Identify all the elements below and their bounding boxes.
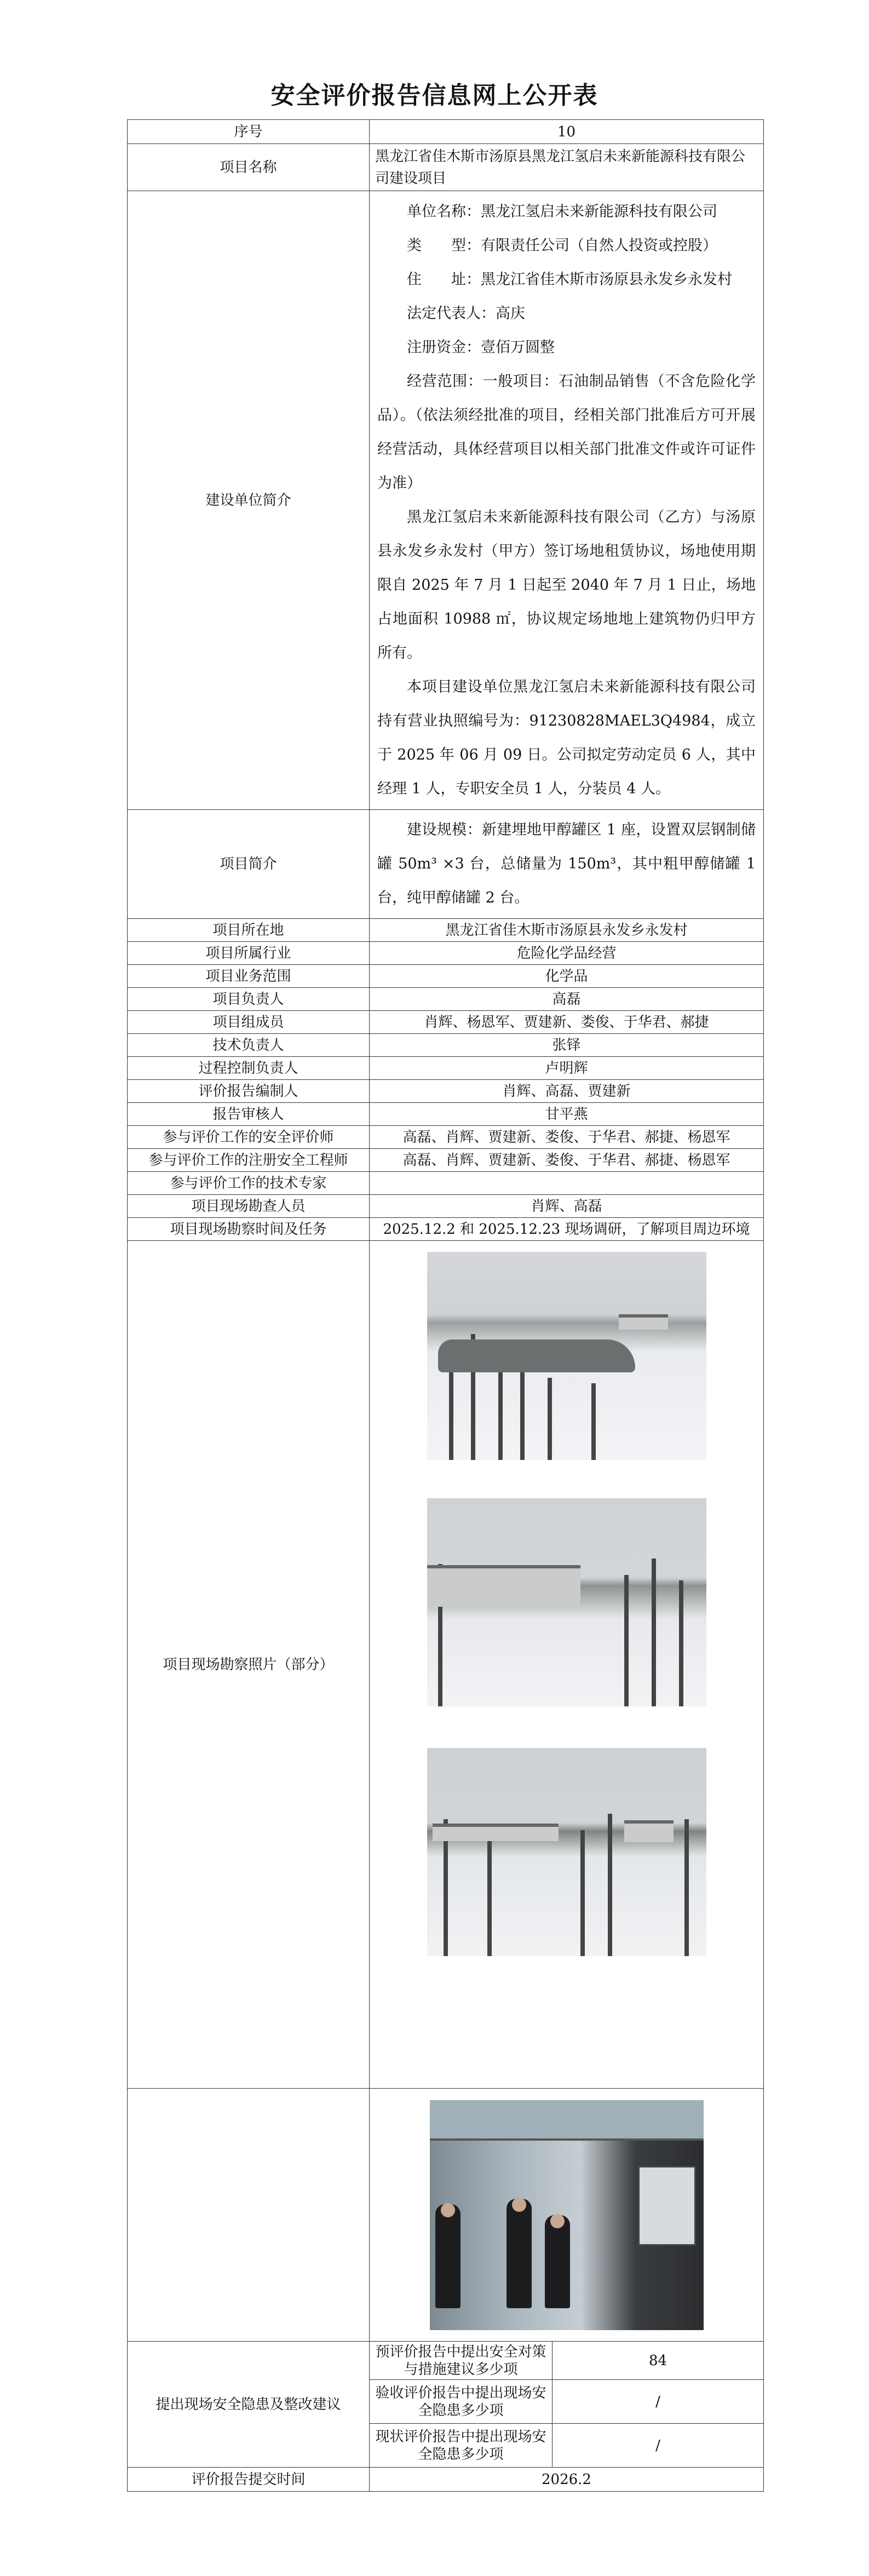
row-reviewer: [128, 1103, 764, 1126]
builder-line-name: 单位名称：黑龙江氢启未来新能源科技有限公司: [407, 203, 717, 220]
submit-time-label: 评价报告提交时间: [128, 2468, 370, 2492]
hazard-accept-value: /: [553, 2380, 764, 2424]
site-photo-3: [427, 1748, 706, 1956]
row-project-name: [128, 144, 764, 191]
survey-time-label: 项目现场勘察时间及任务: [128, 1218, 370, 1241]
row-members: [128, 1011, 764, 1034]
row-builder-intro: [128, 191, 764, 810]
engineers-value: 高磊、肖辉、贾建新、娄俊、于华君、郝捷、杨恩军: [370, 1149, 764, 1172]
site-photo-1: [427, 1252, 706, 1460]
tech-leader-label: 技术负责人: [128, 1034, 370, 1057]
row-surveyors: [128, 1195, 764, 1218]
evaluators-label: 参与评价工作的安全评价师: [128, 1126, 370, 1149]
tech-leader-value: 张铎: [370, 1034, 764, 1057]
surveyors-label: 项目现场勘查人员: [128, 1195, 370, 1218]
row-industry: [128, 942, 764, 965]
compiler-value: 肖辉、高磊、贾建新: [370, 1080, 764, 1103]
row-evaluators: [128, 1126, 764, 1149]
project-name-value: 黑龙江省佳木斯市汤原县黑龙江氢启未来新能源科技有限公司建设项目: [370, 144, 764, 191]
leader-label: 项目负责人: [128, 988, 370, 1011]
site-photo-2: [427, 1498, 706, 1706]
location-label: 项目所在地: [128, 919, 370, 942]
row-survey-time: [128, 1218, 764, 1241]
site-photo-4: [430, 2100, 704, 2330]
process-leader-label: 过程控制负责人: [128, 1057, 370, 1080]
builder-intro-label: 建设单位简介: [128, 191, 370, 810]
process-leader-value: 卢明辉: [370, 1057, 764, 1080]
submit-time-value: 2026.2: [370, 2468, 764, 2492]
photos-label: 项目现场勘察照片（部分）: [128, 1241, 370, 2089]
serial-value: 10: [370, 120, 764, 144]
hazard-pre-label: 预评价报告中提出安全对策与措施建议多少项: [370, 2342, 553, 2380]
hazard-status-label: 现状评价报告中提出现场安全隐患多少项: [370, 2424, 553, 2468]
hazard-pre-value: 84: [553, 2342, 764, 2380]
builder-line-address: 住 址：黑龙江省佳木斯市汤原县永发乡永发村: [407, 271, 732, 288]
reviewer-value: 甘平燕: [370, 1103, 764, 1126]
row-photos: [128, 1241, 764, 2089]
row-leader: [128, 988, 764, 1011]
row-tech-leader: [128, 1034, 764, 1057]
builder-para-scope: 经营范围：一般项目：石油制品销售（不含危险化学品）。（依法须经批准的项目，经相关部门批准后方可开展经营活动，具体经营项目以相关部门批准文件或许可证件为准）: [377, 372, 756, 492]
row-process-leader: [128, 1057, 764, 1080]
scope-label: 项目业务范围: [128, 965, 370, 988]
serial-label: 序号: [128, 120, 370, 144]
row-compiler: [128, 1080, 764, 1103]
experts-label: 参与评价工作的技术专家: [128, 1172, 370, 1195]
row-engineers: [128, 1149, 764, 1172]
row-location: [128, 919, 764, 942]
survey-time-value: 2025.12.2 和 2025.12.23 现场调研，了解项目周边环境: [370, 1218, 764, 1241]
builder-para-lease: 黑龙江氢启未来新能源科技有限公司（乙方）与汤原县永发乡永发村（甲方）签订场地租赁协议，场地使用期限自 2025 年 7 月 1 日起至 2040 年 7 月 1 日止，场地占地面积 10988 ㎡，协议规定场地地上建筑物仍归甲方所有。: [377, 508, 756, 662]
page-title: 安全评价报告信息网上公开表: [271, 82, 598, 110]
compiler-label: 评价报告编制人: [128, 1080, 370, 1103]
info-table: [127, 119, 764, 2492]
scope-value: 化学品: [370, 965, 764, 988]
row-photo-people: [128, 2089, 764, 2342]
row-submit-time: [128, 2468, 764, 2492]
builder-line-capital: 注册资金：壹佰万圆整: [407, 338, 555, 356]
reviewer-label: 报告审核人: [128, 1103, 370, 1126]
project-intro-label: 项目简介: [128, 810, 370, 919]
hazard-status-value: /: [553, 2424, 764, 2468]
builder-line-type: 类 型：有限责任公司（自然人投资或控股）: [407, 237, 717, 254]
members-value: 肖辉、杨恩军、贾建新、娄俊、于华君、郝捷: [370, 1011, 764, 1034]
members-label: 项目组成员: [128, 1011, 370, 1034]
project-intro-value: 建设规模：新建埋地甲醇罐区 1 座，设置双层钢制储罐 50m³ ×3 台，总储量为 150m³，其中粗甲醇储罐 1 台，纯甲醇储罐 2 台。: [377, 821, 756, 906]
location-value: 黑龙江省佳木斯市汤原县永发乡永发村: [370, 919, 764, 942]
industry-label: 项目所属行业: [128, 942, 370, 965]
project-name-label: 项目名称: [128, 144, 370, 191]
industry-value: 危险化学品经营: [370, 942, 764, 965]
experts-value: [370, 1172, 764, 1195]
leader-value: 高磊: [370, 988, 764, 1011]
surveyors-value: 肖辉、高磊: [370, 1195, 764, 1218]
engineers-label: 参与评价工作的注册安全工程师: [128, 1149, 370, 1172]
hazard-accept-label: 验收评价报告中提出现场安全隐患多少项: [370, 2380, 553, 2424]
builder-para-license: 本项目建设单位黑龙江氢启未来新能源科技有限公司持有营业执照编号为：91230828MAEL3Q4984，成立于 2025 年 06 月 09 日。公司拟定劳动定员 6 人，其中经理 1 人，专职安全员 1 人，分装员 4 人。: [377, 678, 756, 797]
evaluators-value: 高磊、肖辉、贾建新、娄俊、于华君、郝捷、杨恩军: [370, 1126, 764, 1149]
row-serial: [128, 120, 764, 144]
builder-line-legal-rep: 法定代表人：高庆: [407, 304, 525, 322]
row-experts: [128, 1172, 764, 1195]
row-hazard-pre: [128, 2342, 764, 2380]
row-project-intro: [128, 810, 764, 919]
hazards-label: 提出现场安全隐患及整改建议: [128, 2342, 370, 2468]
row-scope: [128, 965, 764, 988]
